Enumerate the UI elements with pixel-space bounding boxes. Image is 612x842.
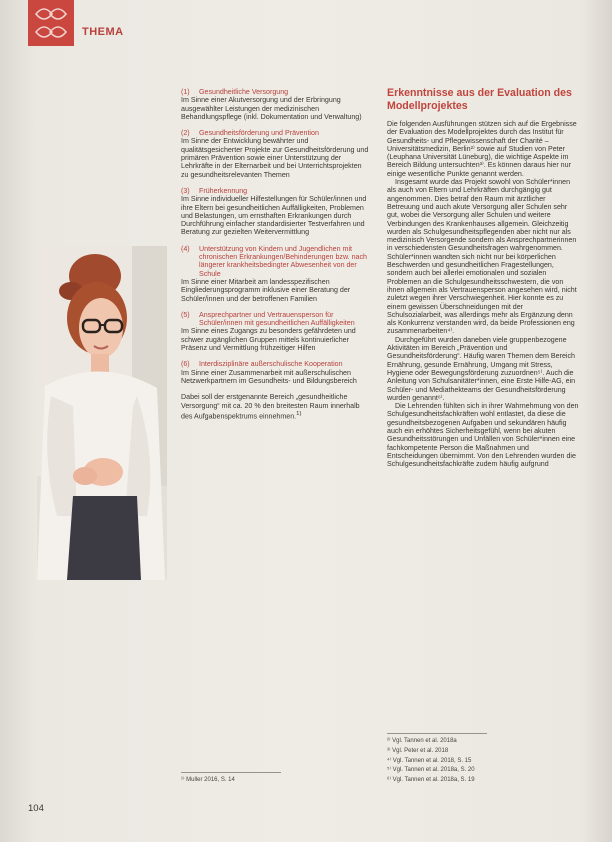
task-description: Im Sinne einer Akutversorgung und der Erbringung ausgewählter Leistungen der medizinischen Behandlungspflege (inkl. Dokumentation und Verwaltung): [181, 96, 362, 121]
task-description: Im Sinne der Entwicklung bewährter und qualitätsgesicherter Projekte zur Gesundheitsförderung und primären Prävention sowie einer Unterstützung der Lehrkräfte in der Elternarbeit und bei Unterrichtsprojekten zu gesundheitsrelevanten Themen: [181, 137, 369, 179]
body-paragraph-3: Durchgeführt wurden daneben viele gruppenbezogene Aktivitäten im Bereich „Prävention und Gesundheitsförderung“. Häufig waren Themen dem Bereich Ernährung, gesunde Ernährung, Umgang mit Stress, Hygiene oder Bewegungsförderung zuzuordnen⁵⁾. Auch die Anleitung von Schulsanitäter*innen, eine Erste Hilfe-AG, ein Schüler- und Mediathekteams der Gesundheitsförderung wurden genannt⁶⁾.: [387, 335, 576, 402]
task-number: (1): [181, 88, 190, 96]
task-title: Interdisziplinäre außerschulische Kooperation: [199, 360, 343, 369]
task-title: Gesundheitliche Versorgung: [199, 88, 289, 96]
task-item-6: [181, 360, 369, 385]
footnote-item: ⁵⁾ Vgl. Tannen et al. 2018a, S. 20: [387, 767, 475, 774]
right-column: [387, 87, 579, 468]
task-description: Im Sinne einer Zusammenarbeit mit außerschulischen Netzwerkpartnern im Gesundheits- und Bildungsbereich: [181, 368, 357, 385]
magazine-logo: [28, 0, 74, 46]
footnote-ref: 1): [296, 410, 302, 417]
footnote-divider: [181, 772, 281, 773]
task-item-2: [181, 129, 369, 179]
footnote-item: ²⁾ Vgl. Tannen et al. 2018a: [387, 738, 457, 744]
task-title: Früherkennung: [199, 186, 248, 195]
closing-paragraph: [181, 393, 369, 420]
footnotes-right: [387, 737, 475, 786]
logo-mark-icon: [28, 0, 74, 46]
page-number: 104: [28, 803, 44, 814]
task-number: (3): [181, 186, 190, 195]
footnote-item: ³⁾ Vgl. Peter et al. 2018: [387, 747, 449, 754]
task-title: Ansprechpartner und Vertrauensperson für Schüler/innen mit gesundheitlichen Auffälligkeiten: [199, 310, 355, 328]
body-paragraph-4: Die Lehrenden fühlten sich in ihrer Wahrnehmung von den Schulgesundheitsfachkräften wohl entlastet, da diese die gesundheitsbezogenen Aufgaben und sekundären häufig auch ein erhöhtes Sicherheitsgefühl, wenn bei akuten Gesundheitsstörungen und Unfällen von Schüler*innen eine fachkompetente Person die Maßnahmen und Entscheidungen übernimmt. Von den Lehrenden wurden die Schulgesundheitsfachkräfte zudem häufig aufgrund: [387, 402, 579, 469]
footnote-item: ⁴⁾ Vgl. Tannen et al. 2018, S. 15: [387, 757, 472, 764]
section-label: THEMA: [82, 26, 124, 38]
student-photo: [37, 246, 167, 580]
task-number: (4): [181, 244, 190, 253]
footnote-item: ⁶⁾ Vgl. Tannen et al. 2018a, S. 19: [387, 777, 475, 784]
body-paragraph-1: Die folgenden Ausführungen stützen sich auf die Ergebnisse der Evaluation des Modellprojektes durch das Institut für Gesundheits- und Pflegewissenschaft der Charité – Universitätsmedizin, Berlin²⁾ sowie auf Studien von Peter (Leuphana Universität Lüneburg), die wichtige Aspekte im Bereich Bildung untersuchten³⁾. Es können daraus hier nur einige wesentliche Punkte genannt werden.: [387, 120, 577, 178]
task-description: Im Sinne individueller Hilfestellungen für Schüler/innen und ihre Eltern bei gesundheitlichen Auffälligkeiten, Problemen und Belastungen, um ernsthaften Erkrankungen durch Durchführung einfacher standardisierter Testverfahren und Beratung zur gezielten Weitervermittlung: [181, 195, 367, 237]
task-number: (2): [181, 129, 190, 138]
left-column: [181, 88, 369, 420]
task-description: Im Sinne einer Mitarbeit am landesspezifischen Eingliederungsprogramm inklusive einer Beratung der Schüler/innen und der betroffenen Familien: [181, 277, 351, 303]
task-description: Im Sinne eines Zugangs zu besonders gefährdeten und schwer zugänglichen Gruppen mittels kontinuierlicher Präsenz und Vermittlung frühzeitiger Hilfen: [181, 327, 356, 353]
body-paragraph-2: Insgesamt wurde das Projekt sowohl von Schüler*innen als auch von Eltern und Lehrkräften durchgängig gut angenommen. Dies betraf den Raum mit ärztlicher Betreuung und auch akute Versorgung aller Schulen sehr gut, wobei die Versorgung aller Schulen und weitere Verbindungen des Krankenhauses allgemein. Gleichzeitig wurden als Schulgesundheitspflegenden aber nicht nur als medizinisch Versorgende sondern als Ansprechpartnerinnen in verschiedensten Gesundheitsfragen wahrgenommen. Schüler*innen wandten sich nicht nur bei körperlichen Beschwerden und gesundheitlichen Fragestellungen, sondern auch bei allerlei emotionalen und sozialen Problemen an die Schulgesundheitsschwestern, die von ihnen allgemein als Vertrauensperson angesehen wird, nicht zuletzt wegen ihrer Verschwiegenheit. Hier konnte es zu einem gewissen Überschneidungen mit der Schulsozialarbeit, was allerdings mehr als Ergänzung denn als Konkurrenz verstanden wird, da beide Professionen eng zusammenarbeiten⁴⁾.: [387, 178, 577, 336]
task-number: (5): [181, 310, 190, 319]
footnote-divider: [387, 733, 487, 734]
task-item-1: [181, 88, 369, 121]
task-item-3: [181, 187, 369, 237]
closing-text: Dabei soll der erstgenannte Bereich „gesundheitliche Versorgung“ mit ca. 20 % den breitesten Raum innerhalb des Aufgabenspektrums einnehmen.: [181, 393, 360, 421]
section-heading: Erkenntnisse aus der Evaluation des Modellprojektes: [387, 87, 572, 112]
task-title: Gesundheitsförderung und Prävention: [199, 129, 319, 138]
footnote-left: ¹⁾ Muller 2016, S. 14: [181, 777, 235, 783]
task-item-5: [181, 311, 369, 352]
task-number: (6): [181, 360, 190, 369]
task-item-4: [181, 245, 369, 303]
task-title: Unterstützung von Kindern und Jugendlichen mit chronischen Erkrankungen/Behinderungen bzw. nach längerer krankheitsbedingter Abwesenheit von der Schule: [199, 244, 367, 278]
